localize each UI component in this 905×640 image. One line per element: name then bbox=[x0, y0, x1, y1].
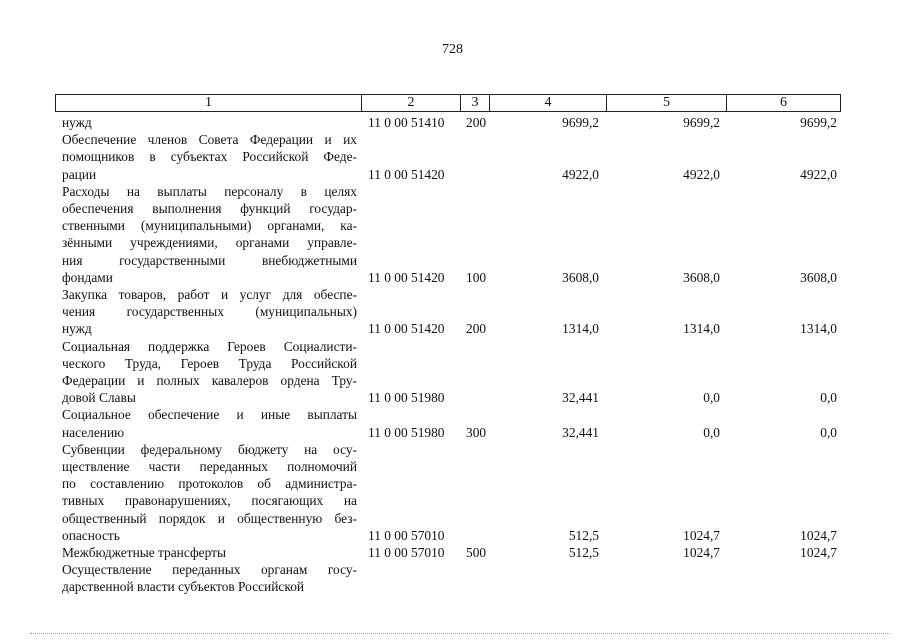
description-line: ческого Труда, Героев Труда Российской bbox=[62, 355, 357, 371]
row-description bbox=[62, 286, 357, 338]
value-col-5: 9699,2 bbox=[683, 114, 720, 130]
budget-code: 11 0 00 51420 bbox=[368, 166, 445, 182]
budget-code: 11 0 00 51420 bbox=[368, 321, 445, 337]
row-description bbox=[62, 441, 357, 544]
description-line: по составлению протоколов об администра- bbox=[62, 476, 357, 492]
expense-type: 100 bbox=[466, 269, 487, 285]
value-col-6: 0,0 bbox=[820, 390, 837, 406]
header-col-4: 4 bbox=[544, 95, 552, 110]
row-description bbox=[62, 544, 357, 561]
description-line: нужд bbox=[62, 115, 92, 130]
description-line: зёнными учреждениями, органами управле- bbox=[62, 235, 357, 251]
table-row bbox=[0, 406, 905, 440]
row-description bbox=[62, 114, 357, 131]
budget-code: 11 0 00 57010 bbox=[368, 527, 445, 543]
value-col-6: 1314,0 bbox=[800, 321, 837, 337]
expense-type: 300 bbox=[466, 424, 487, 440]
value-col-5: 0,0 bbox=[703, 390, 720, 406]
value-col-5: 1024,7 bbox=[683, 544, 720, 560]
budget-code: 11 0 00 57010 bbox=[368, 544, 445, 560]
table-row bbox=[0, 131, 905, 183]
description-line: Осуществление переданных органам госу- bbox=[62, 562, 357, 578]
description-line: опасность bbox=[62, 527, 120, 543]
description-line: Социальное обеспечение и иные выплаты bbox=[62, 407, 357, 423]
table-header bbox=[55, 94, 841, 112]
description-line: рации bbox=[62, 166, 97, 182]
value-col-5: 1314,0 bbox=[683, 321, 720, 337]
table-row bbox=[0, 183, 905, 286]
value-col-4: 512,5 bbox=[568, 544, 599, 560]
description-line: Обеспечение членов Совета Федерации и их bbox=[62, 132, 357, 148]
value-col-5: 4922,0 bbox=[683, 166, 720, 182]
description-line: общественный порядок и общественную без- bbox=[62, 510, 357, 526]
value-col-6: 3608,0 bbox=[800, 269, 837, 285]
header-col-5: 5 bbox=[663, 95, 670, 110]
description-line: обеспечения выполнения функций государ- bbox=[62, 200, 357, 216]
description-line: Закупка товаров, работ и услуг для обеспе- bbox=[62, 286, 357, 302]
value-col-4: 32,441 bbox=[562, 390, 599, 406]
budget-code: 11 0 00 51980 bbox=[368, 424, 445, 440]
header-col-2: 2 bbox=[407, 95, 415, 110]
description-line: Социальная поддержка Героев Социалисти- bbox=[62, 338, 357, 354]
row-description bbox=[62, 183, 357, 286]
budget-code: 11 0 00 51420 bbox=[368, 269, 445, 285]
expense-type: 200 bbox=[466, 321, 487, 337]
table-row bbox=[0, 114, 905, 131]
row-description bbox=[62, 406, 357, 440]
description-line: довой Славы bbox=[62, 390, 136, 406]
description-line: ния государственными внебюджетными bbox=[62, 252, 357, 268]
description-line: тивных правонарушениях, посягающих на bbox=[62, 493, 357, 509]
description-line: чения государственных (муниципальных) bbox=[62, 304, 357, 320]
value-col-5: 1024,7 bbox=[683, 527, 720, 543]
expense-type: 500 bbox=[466, 544, 487, 560]
expense-type: 200 bbox=[466, 114, 487, 130]
description-line: ществление части переданных полномочий bbox=[62, 458, 357, 474]
value-col-6: 0,0 bbox=[820, 424, 837, 440]
value-col-6: 1024,7 bbox=[800, 544, 837, 560]
header-col-6: 6 bbox=[780, 95, 787, 110]
row-description bbox=[62, 131, 357, 183]
table-row bbox=[0, 561, 905, 595]
value-col-5: 0,0 bbox=[703, 424, 720, 440]
description-line: Межбюджетные трансферты bbox=[62, 544, 226, 560]
budget-code: 11 0 00 51980 bbox=[368, 390, 445, 406]
row-description bbox=[62, 338, 357, 407]
value-col-4: 4922,0 bbox=[562, 166, 599, 182]
description-line: Расходы на выплаты персоналу в целях bbox=[62, 183, 357, 199]
description-line: дарственной власти субъектов Российской bbox=[62, 579, 305, 595]
value-col-6: 1024,7 bbox=[800, 527, 837, 543]
description-line: нужд bbox=[62, 321, 92, 337]
budget-code: 11 0 00 51410 bbox=[368, 114, 445, 130]
value-col-4: 3608,0 bbox=[562, 269, 599, 285]
description-line: ственными (муниципальными) органами, ка- bbox=[62, 218, 357, 234]
value-col-5: 3608,0 bbox=[683, 269, 720, 285]
table-body bbox=[0, 114, 905, 596]
page-number: 728 bbox=[442, 42, 463, 57]
description-line: населению bbox=[62, 424, 125, 440]
scan-edge-artifact bbox=[30, 633, 890, 636]
table-row bbox=[0, 544, 905, 561]
value-col-4: 512,5 bbox=[568, 527, 599, 543]
value-col-4: 9699,2 bbox=[562, 114, 599, 130]
header-col-1: 1 bbox=[205, 95, 212, 110]
table-row bbox=[0, 441, 905, 544]
description-line: фондами bbox=[62, 269, 113, 285]
value-col-6: 9699,2 bbox=[800, 114, 837, 130]
header-col-3: 3 bbox=[471, 95, 479, 110]
row-description bbox=[62, 561, 357, 595]
value-col-4: 32,441 bbox=[562, 424, 599, 440]
description-line: помощников в субъектах Российской Феде- bbox=[62, 149, 357, 165]
table-row bbox=[0, 338, 905, 407]
description-line: Субвенции федеральному бюджету на осу- bbox=[62, 441, 357, 457]
value-col-4: 1314,0 bbox=[562, 321, 599, 337]
value-col-6: 4922,0 bbox=[800, 166, 837, 182]
description-line: Федерации и полных кавалеров ордена Тру- bbox=[62, 372, 357, 388]
table-row bbox=[0, 286, 905, 338]
